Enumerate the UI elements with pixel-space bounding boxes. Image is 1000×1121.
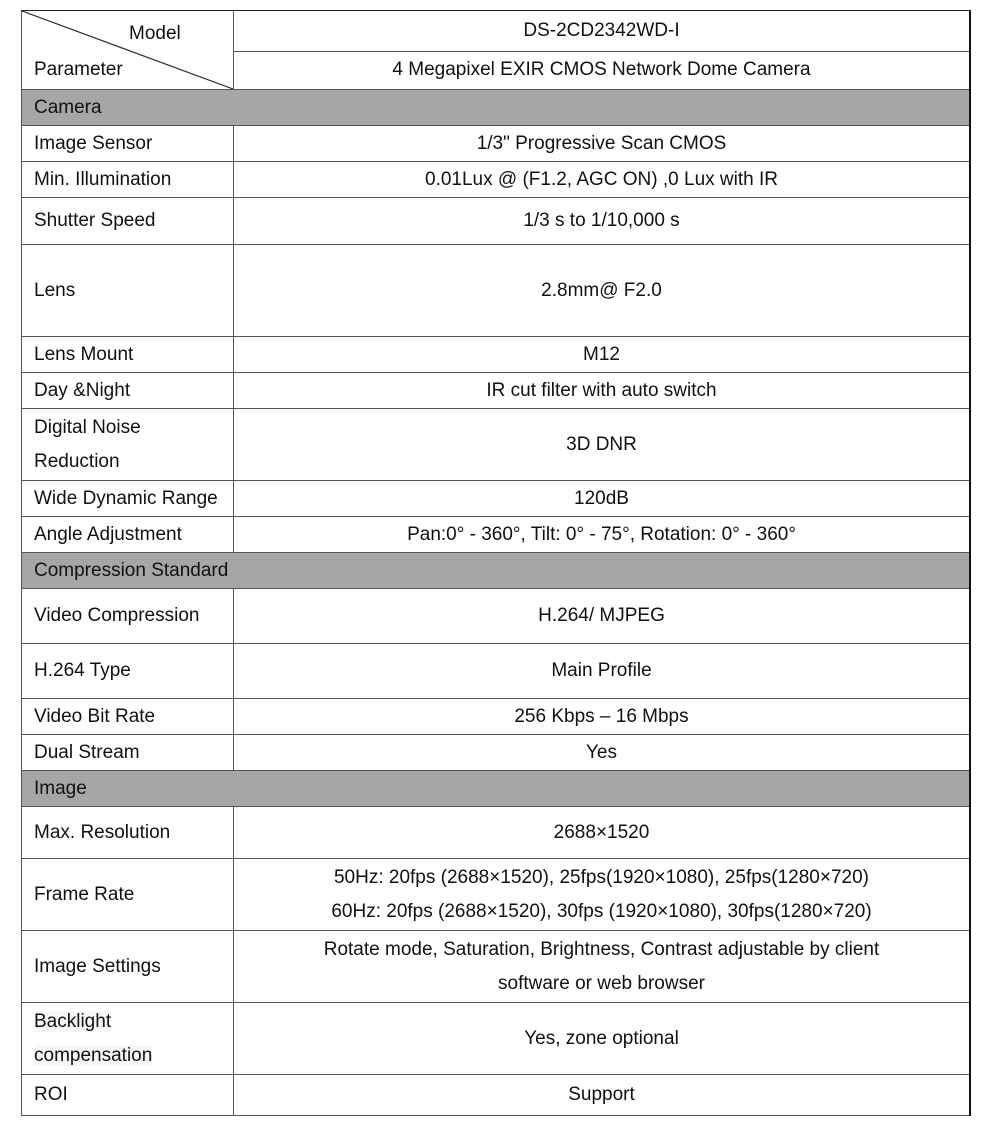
row-label: Lens Mount — [22, 337, 234, 373]
spec-table — [21, 10, 971, 1116]
model-description: 4 Megapixel EXIR CMOS Network Dome Camera — [234, 51, 971, 89]
row-value-line: Rotate mode, Saturation, Brightness, Contrast adjustable by client — [323, 938, 880, 960]
table-row — [22, 589, 971, 644]
row-label: Image Sensor — [22, 126, 234, 162]
row-value: M12 — [234, 337, 971, 373]
row-value: Main Profile — [234, 644, 971, 699]
row-label: Angle Adjustment — [22, 517, 234, 553]
row-label: Video Compression — [22, 589, 234, 644]
row-value-line: software or web browser — [498, 972, 705, 994]
table-row — [22, 517, 971, 553]
table-row — [22, 409, 971, 481]
row-value: Pan:0° - 360°, Tilt: 0° - 75°, Rotation: 0° - 360° — [234, 517, 971, 553]
row-label: Wide Dynamic Range — [22, 481, 234, 517]
table-row — [22, 644, 971, 699]
row-label: Image Settings — [22, 931, 234, 1003]
row-label: Min. Illumination — [22, 162, 234, 198]
table-row — [22, 373, 971, 409]
model-number: DS-2CD2342WD-I — [234, 11, 971, 52]
header-row — [22, 11, 971, 52]
row-value — [234, 931, 971, 1003]
table-row — [22, 1003, 971, 1075]
row-value: Yes, zone optional — [234, 1003, 971, 1075]
section-header-image — [22, 771, 971, 807]
row-value: 3D DNR — [234, 409, 971, 481]
table-row — [22, 481, 971, 517]
corner-cell — [22, 11, 234, 90]
table-row — [22, 337, 971, 373]
table-row — [22, 931, 971, 1003]
section-title: Camera — [22, 90, 971, 126]
table-row — [22, 162, 971, 198]
row-value-line: 50Hz: 20fps (2688×1520), 25fps(1920×1080), 25fps(1280×720) — [333, 866, 870, 888]
row-label: Shutter Speed — [22, 198, 234, 245]
row-label: H.264 Type — [22, 644, 234, 699]
row-value: IR cut filter with auto switch — [234, 373, 971, 409]
section-header-camera — [22, 90, 971, 126]
row-value: H.264/ MJPEG — [234, 589, 971, 644]
row-value: Support — [234, 1075, 971, 1116]
row-label: Day &Night — [22, 373, 234, 409]
row-value-line: 60Hz: 20fps (2688×1520), 30fps (1920×1080), 30fps(1280×720) — [331, 900, 872, 922]
table-row — [22, 699, 971, 735]
row-value: 0.01Lux @ (F1.2, AGC ON) ,0 Lux with IR — [234, 162, 971, 198]
table-row — [22, 859, 971, 931]
table-row — [22, 126, 971, 162]
section-header-compression — [22, 553, 971, 589]
row-value: 2688×1520 — [234, 807, 971, 859]
row-value — [234, 859, 971, 931]
table-row — [22, 1075, 971, 1116]
row-value: 1/3" Progressive Scan CMOS — [234, 126, 971, 162]
row-value: 120dB — [234, 481, 971, 517]
row-label: ROI — [22, 1075, 234, 1116]
row-label: Max. Resolution — [22, 807, 234, 859]
row-value: 1/3 s to 1/10,000 s — [234, 198, 971, 245]
row-label — [22, 409, 234, 481]
corner-parameter-label: Parameter — [34, 59, 123, 80]
table-row — [22, 198, 971, 245]
row-value: Yes — [234, 735, 971, 771]
row-label-line: Backlight — [34, 1010, 112, 1032]
row-label-line: Reduction — [34, 450, 120, 472]
table-row — [22, 807, 971, 859]
row-label: Lens — [22, 245, 234, 337]
row-value: 2.8mm@ F2.0 — [234, 245, 971, 337]
section-title: Image — [22, 771, 971, 807]
section-title: Compression Standard — [22, 553, 971, 589]
row-label-line: Digital Noise — [34, 416, 141, 438]
row-label-line: compensation — [34, 1044, 153, 1066]
row-label: Dual Stream — [22, 735, 234, 771]
row-label — [22, 1003, 234, 1075]
table-row — [22, 245, 971, 337]
table-row — [22, 735, 971, 771]
row-value: 256 Kbps – 16 Mbps — [234, 699, 971, 735]
row-label: Frame Rate — [22, 859, 234, 931]
row-label: Video Bit Rate — [22, 699, 234, 735]
corner-model-label: Model — [129, 23, 181, 44]
